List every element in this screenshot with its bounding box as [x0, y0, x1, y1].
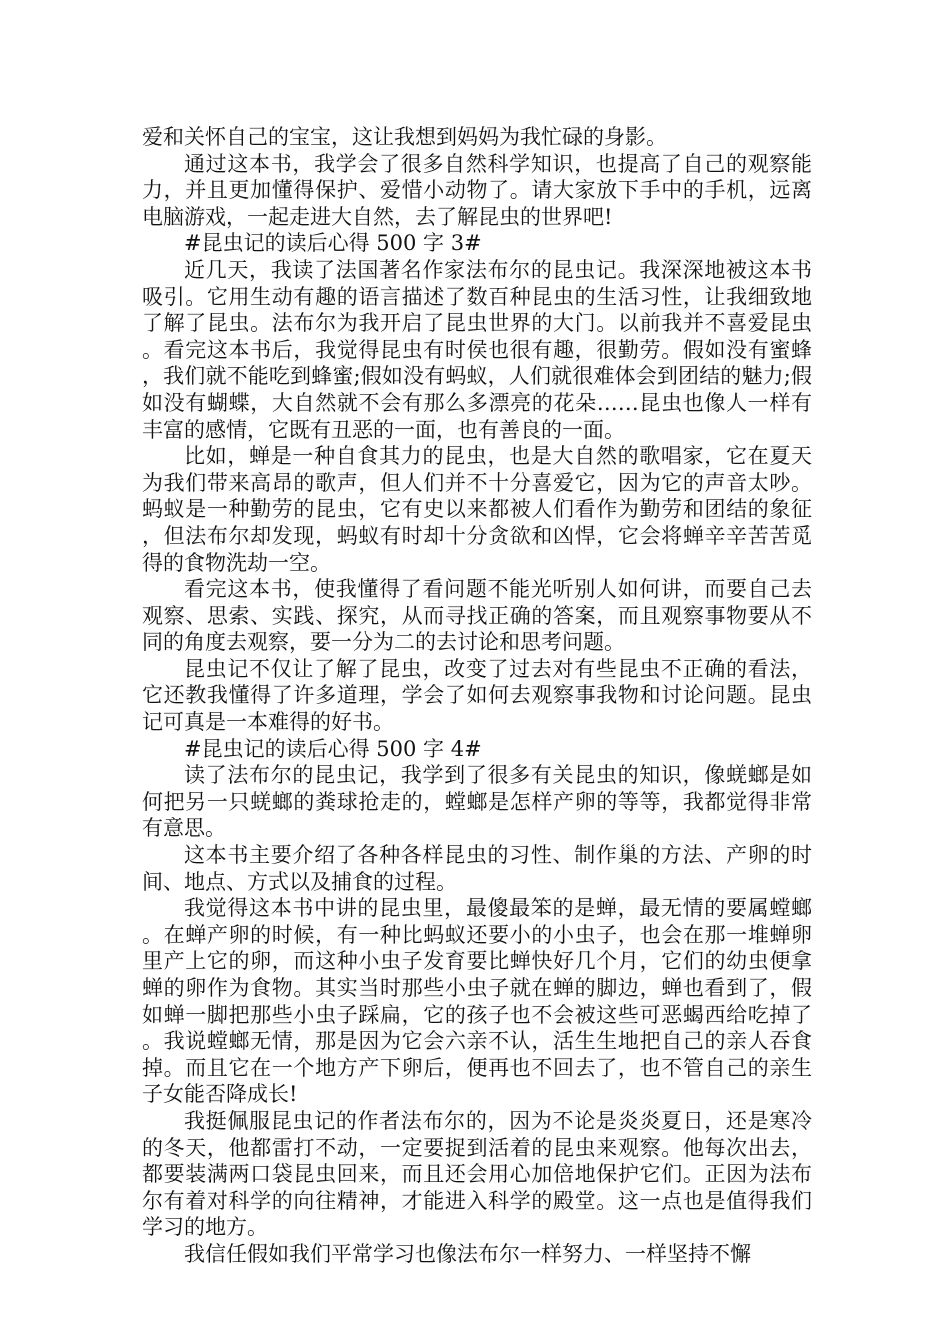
paragraph: 读了法布尔的昆虫记，我学到了很多有关昆虫的知识，像蜣螂是如何把另一只蜣螂的粪球抢走的，螳螂是怎样产卵的等等，我都觉得非常有意思。 [142, 763, 812, 841]
paragraph: 我信任假如我们平常学习也像法布尔一样努力、一样坚持不懈 [184, 1241, 751, 1266]
paragraph: 我挺佩服昆虫记的作者法布尔的，因为不论是炎炎夏日，还是寒冷的冬天，他都雷打不动，一定要捉到活着的昆虫来观察。他每次出去，都要装满两口袋昆虫回来，而且还会用心加倍地保护它们。正因为法布尔有着对科学的向往精神，才能进入科学的殿堂。这一点也是值得我们学习的地方。 [142, 1108, 812, 1240]
section-heading: #昆虫记的读后心得 500 字 4# [184, 736, 482, 761]
paragraph: 我觉得这本书中讲的昆虫里，最傻最笨的是蝉，最无情的要属螳螂。在蝉产卵的时候，有一种比蚂蚁还要小的小虫子，也会在那一堆蝉卵里产上它的卵，而这种小虫子发育要比蝉快好几个月，它们的幼虫便拿蝉的卵作为食物。其实当时那些小虫子就在蝉的脚边，蝉也看到了，假如蝉一脚把那些小虫子踩扁，它的孩子也不会被这些可恶蝎西给吃掉了。我说螳螂无情，那是因为它会六亲不认，活生生地把自己的亲人吞食掉。而且它在一个地方产下卵后，便再也不回去了，也不管自己的亲生子女能否降成长! [142, 896, 812, 1107]
paragraph: 近几天，我读了法国著名作家法布尔的昆虫记。我深深地被这本书吸引。它用生动有趣的语言描述了数百种昆虫的生活习性，让我细致地了解了昆虫。法布尔为我开启了昆虫世界的大门。以前我并不喜爱昆虫。看完这本书后，我觉得昆虫有时侯也很有趣，很勤劳。假如没有蜜蜂，我们就不能吃到蜂蜜;假如没有蚂蚁，人们就很难体会到团结的魅力;假如没有蝴蝶，大自然就不会有那么多漂亮的花朵……昆虫也像人一样有丰富的感情，它既有丑恶的一面，也有善良的一面。 [142, 257, 812, 442]
section-heading: #昆虫记的读后心得 500 字 3# [184, 231, 482, 256]
paragraph: 看完这本书，使我懂得了看问题不能光听别人如何讲，而要自己去观察、思索、实践、探究，从而寻找正确的答案，而且观察事物要从不同的角度去观察，要一分为二的去讨论和思考问题。 [142, 577, 812, 655]
document-body [142, 124, 812, 1268]
paragraph: 这本书主要介绍了各种各样昆虫的习性、制作巢的方法、产卵的时间、地点、方式以及捕食的过程。 [142, 843, 812, 894]
paragraph: 爱和关怀自己的宝宝，这让我想到妈妈为我忙碌的身影。 [142, 125, 667, 149]
paragraph: 通过这本书，我学会了很多自然科学知识，也提高了自己的观察能力，并且更加懂得保护、爱惜小动物了。请大家放下手中的手机，远离电脑游戏，一起走进大自然，去了解昆虫的世界吧! [142, 151, 812, 229]
paragraph: 昆虫记不仅让了解了昆虫，改变了过去对有些昆虫不正确的看法，它还教我懂得了许多道理，学会了如何去观察事我物和讨论问题。昆虫记可真是一本难得的好书。 [142, 656, 812, 735]
paragraph: 比如，蝉是一种自食其力的昆虫，也是大自然的歌唱家，它在夏天为我们带来高昂的歌声，但人们并不十分喜爱它，因为它的声音太吵。蚂蚁是一种勤劳的昆虫，它有史以来都被人们看作为勤劳和团结的象征，但法布尔却发现，蚂蚁有时却十分贪欲和凶悍，它会将蝉辛辛苦苦觅得的食物洗劫一空。 [142, 444, 812, 575]
